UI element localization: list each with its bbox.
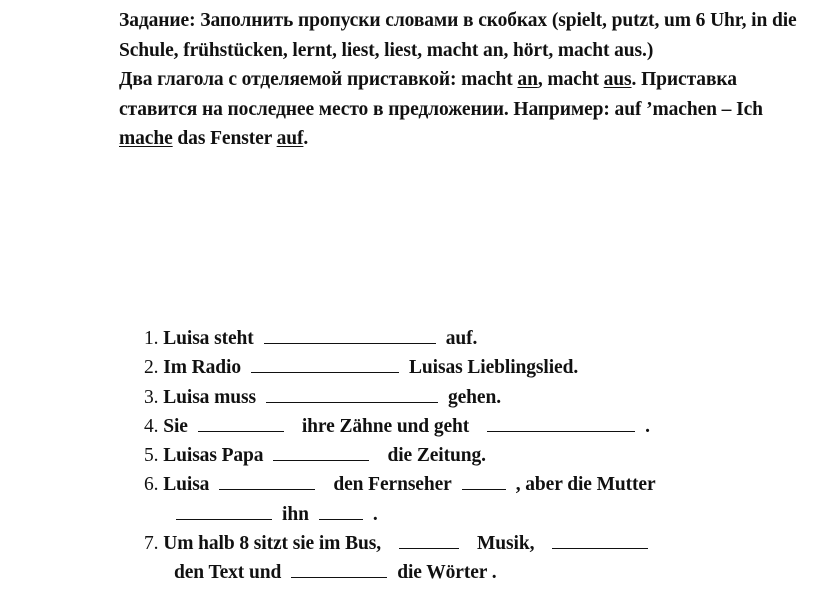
task-explanation <box>119 65 809 154</box>
item-number: 5. <box>144 445 159 467</box>
blank-1-1[interactable] <box>264 328 436 344</box>
sentence-text: Luisas Lieblingslied. <box>408 357 579 379</box>
blank-7-2[interactable] <box>552 533 648 549</box>
item-number: 7. <box>144 533 159 555</box>
item-number: 6. <box>144 474 159 496</box>
sentence-text: ihn <box>282 503 309 525</box>
blank-4-2[interactable] <box>487 416 635 432</box>
task-instructions <box>119 6 809 154</box>
prefix-an: an <box>517 69 538 90</box>
exercise-item-4 <box>144 412 804 441</box>
blank-7-1[interactable] <box>399 533 459 549</box>
blank-5-1[interactable] <box>273 445 369 461</box>
explanation-text-2: , macht <box>537 69 604 90</box>
blank-3-1[interactable] <box>266 387 438 403</box>
exercise-item-5 <box>144 441 804 470</box>
sentence-text: den Text und <box>174 562 282 584</box>
sentence-text: . <box>645 415 650 437</box>
blank-7-3[interactable] <box>291 562 387 578</box>
blank-6-4[interactable] <box>319 504 363 520</box>
exercise-item-7-continued <box>144 558 804 587</box>
prefix-aus: aus <box>603 69 632 90</box>
task-instruction-line: Задание: Заполнить пропуски словами в скобках (spielt, putzt, um 6 Uhr, in die Schule, frühstücken, lernt, liest, liest, macht an, hört, macht aus.) <box>119 10 797 61</box>
sentence-text: Luisa muss <box>163 386 256 408</box>
explanation-text-4: das Fenster <box>172 128 277 149</box>
exercise-list <box>144 324 804 588</box>
explanation-text-1: Два глагола с отделяемой приставкой: macht <box>119 69 518 90</box>
sentence-text: Im Radio <box>163 357 241 379</box>
sentence-text: ihre Zähne und geht <box>301 415 470 437</box>
exercise-item-6 <box>144 470 804 499</box>
exercise-item-1 <box>144 324 804 353</box>
sentence-text: , aber die Mutter <box>515 474 656 496</box>
exercise-item-7 <box>144 529 804 558</box>
blank-2-1[interactable] <box>251 357 399 373</box>
sentence-text: die Zeitung. <box>387 445 486 467</box>
sentence-text: Luisas Papa <box>163 445 264 467</box>
explanation-text-5: . <box>303 128 309 149</box>
sentence-text: gehen. <box>447 386 501 408</box>
sentence-text: Um halb 8 sitzt sie im Bus, <box>163 533 381 555</box>
blank-4-1[interactable] <box>198 416 284 432</box>
explanation-text-3: . Приставка ставится на последнее место в предложении. Например: auf ’machen – Ich <box>119 69 763 120</box>
sentence-text: Musik, <box>477 533 535 555</box>
exercise-item-6-continued <box>144 500 804 529</box>
sentence-text: die Wörter . <box>397 562 497 584</box>
exercise-item-3 <box>144 383 804 412</box>
item-number: 1. <box>144 328 159 349</box>
example-prefix-auf: auf <box>276 128 304 149</box>
exercise-item-2 <box>144 353 804 382</box>
item-number: 3. <box>144 386 159 408</box>
item-number: 2. <box>144 357 159 379</box>
item-number: 4. <box>144 415 159 437</box>
blank-6-3[interactable] <box>176 504 272 520</box>
sentence-text: auf. <box>445 328 478 349</box>
blank-6-1[interactable] <box>219 474 315 490</box>
sentence-text: den Fernseher <box>333 474 452 496</box>
sentence-text: Luisa <box>163 474 210 496</box>
blank-6-2[interactable] <box>462 474 506 490</box>
sentence-text: Luisa steht <box>163 328 254 349</box>
sentence-text: . <box>372 503 378 525</box>
example-verb-mache: mache <box>119 128 173 149</box>
sentence-text: Sie <box>163 415 188 437</box>
